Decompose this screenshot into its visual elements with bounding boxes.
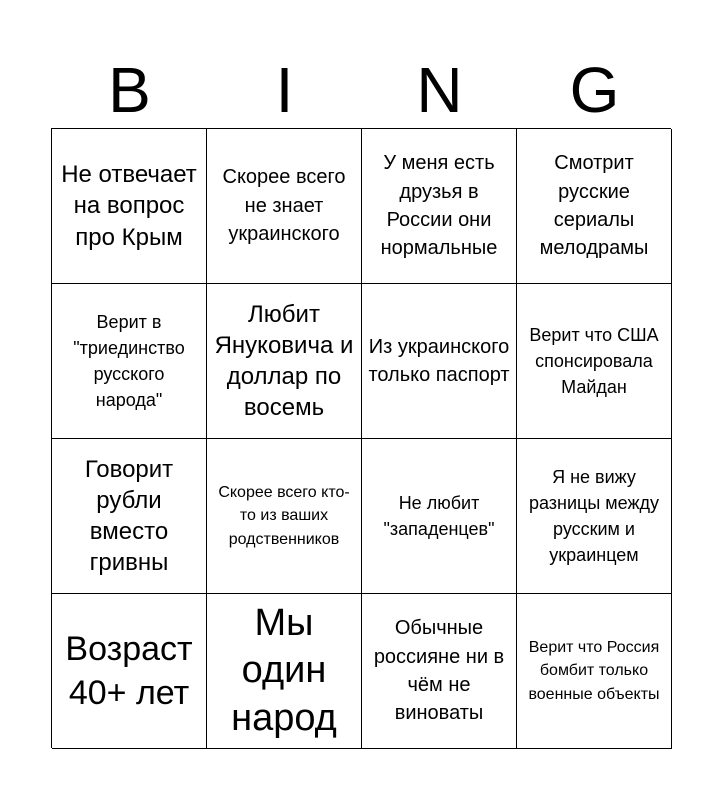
- cell-text: Из украинского только паспорт: [368, 335, 510, 386]
- bingo-cell-r1c4[interactable]: [517, 129, 672, 284]
- cell-text: Возраст 40+ лет: [65, 629, 193, 712]
- bingo-cell-r2c3[interactable]: [362, 284, 517, 439]
- cell-text: Говорит рубли вместо гривны: [84, 455, 174, 577]
- cell-text: Не любит "западенцев": [383, 492, 495, 539]
- bingo-cell-r2c4[interactable]: [517, 284, 672, 439]
- bingo-cell-r1c3[interactable]: [362, 129, 517, 284]
- cell-text: Мы один народ: [231, 601, 337, 739]
- header-letter-g: G: [569, 54, 620, 126]
- header-letter-i: I: [275, 54, 294, 126]
- cell-text: Скорее всего не знает украинского: [222, 166, 346, 246]
- bingo-cell-r3c2[interactable]: [207, 439, 362, 594]
- header-letter-b: B: [108, 54, 151, 126]
- bingo-cell-r3c4[interactable]: [517, 439, 672, 594]
- cell-text: Обычные россияне ни в чём не виноваты: [373, 617, 505, 725]
- bingo-cell-r2c1[interactable]: [52, 284, 207, 439]
- bingo-cell-r4c4[interactable]: [517, 594, 672, 749]
- cell-text: Скорее всего кто-то из ваших родственников: [218, 484, 350, 548]
- bingo-cell-r2c2[interactable]: [207, 284, 362, 439]
- bingo-cell-r1c2[interactable]: [207, 129, 362, 284]
- bingo-cell-r4c3[interactable]: [362, 594, 517, 749]
- bingo-board: [51, 128, 671, 748]
- cell-text: Верит что США спонсировала Майдан: [529, 324, 659, 398]
- cell-text: Смотрит русские сериалы мелодрамы: [539, 152, 649, 260]
- bingo-cell-r3c3[interactable]: [362, 439, 517, 594]
- cell-text: У меня есть друзья в России они нормальные: [380, 152, 498, 260]
- bingo-header: [52, 52, 672, 128]
- cell-text: Верит в "триединство русского народа": [73, 311, 185, 411]
- bingo-cell-r4c1[interactable]: [52, 594, 207, 749]
- header-letter-n: N: [416, 54, 463, 126]
- cell-text: Любит Януковича и доллар по восемь: [214, 300, 354, 422]
- cell-text: Не отвечает на вопрос про Крым: [61, 161, 197, 251]
- bingo-cell-r1c1[interactable]: [52, 129, 207, 284]
- bingo-cell-r3c1[interactable]: [52, 439, 207, 594]
- cell-text: Верит что Россия бомбит только военные объекты: [528, 639, 660, 703]
- cell-text: Я не вижу разницы между русским и украинцем: [528, 466, 660, 566]
- bingo-cell-r4c2[interactable]: [207, 594, 362, 749]
